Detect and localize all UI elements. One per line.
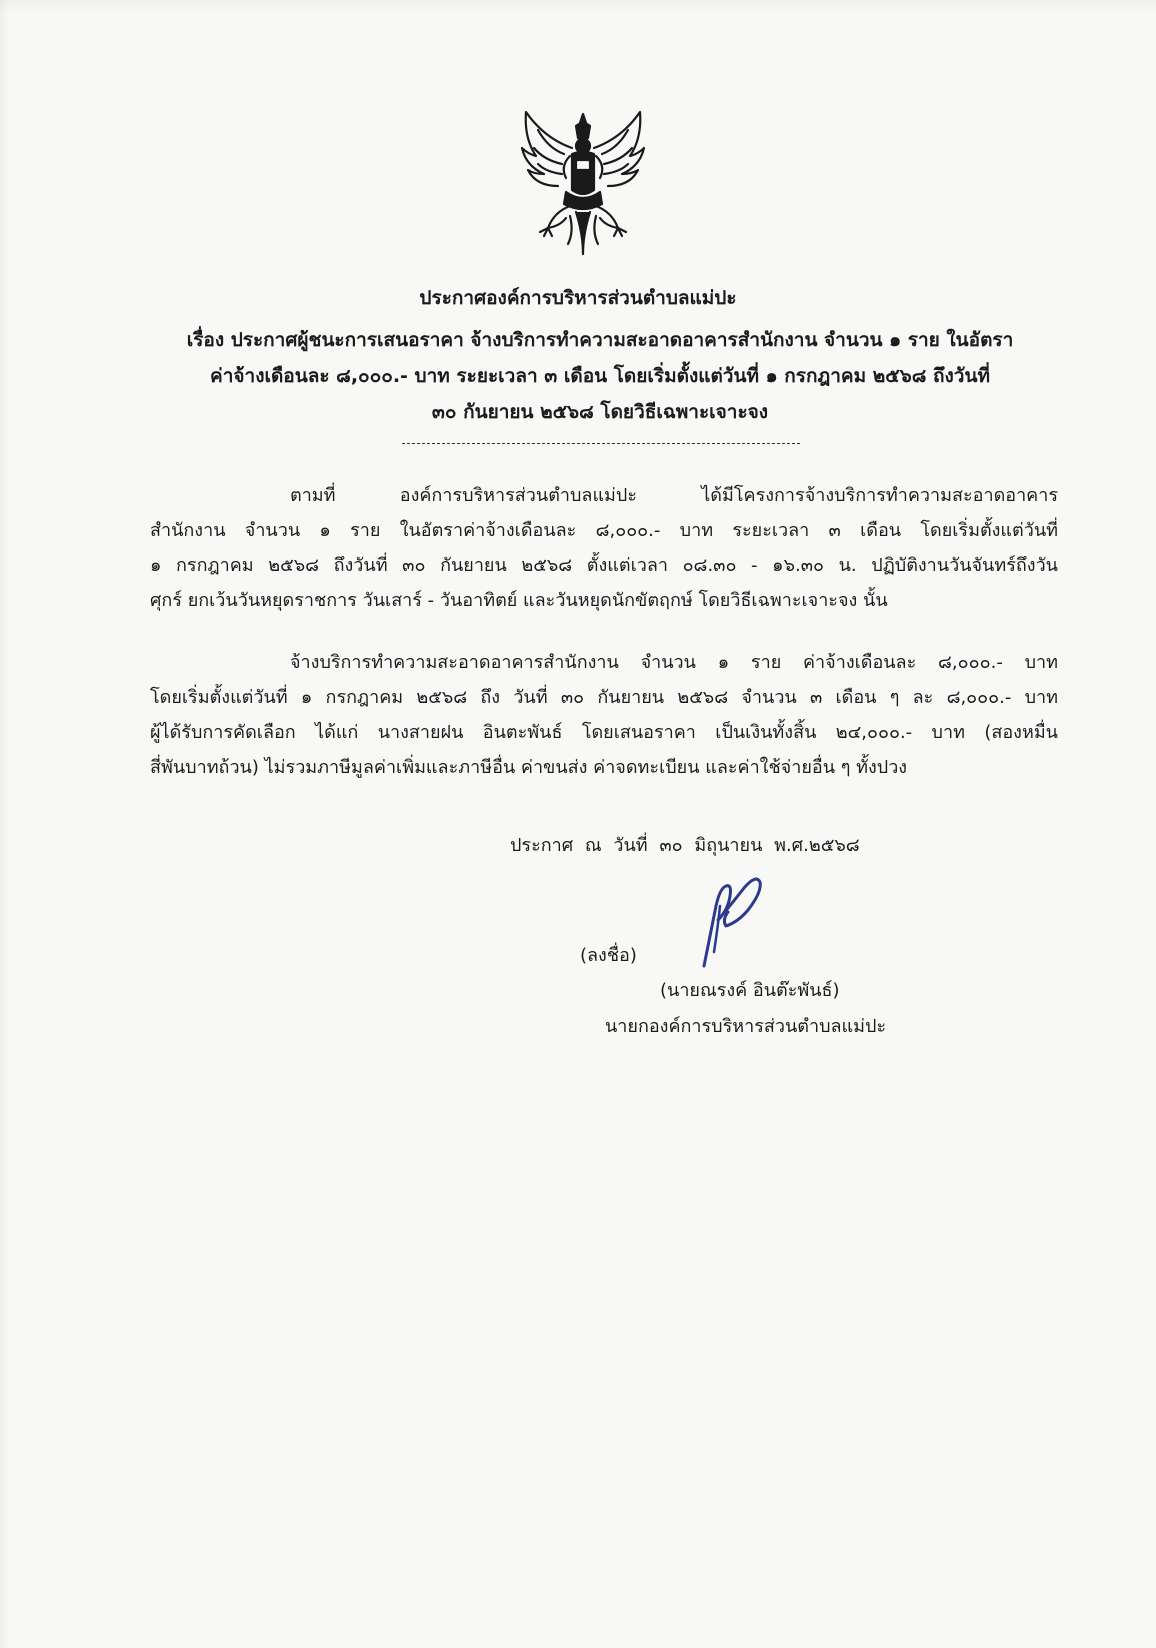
paragraph-line: ศุกร์ ยกเว้นวันหยุดราชการ วันเสาร์ - วันอาทิตย์ และวันหยุดนักขัตฤกษ์ โดยวิธีเฉพาะเจาะจง นั้น: [150, 590, 888, 611]
paragraph-line: สำนักงาน จำนวน ๑ ราย ในอัตราค่าจ้างเดือนละ ๘,๐๐๐.- บาท ระยะเวลา ๓ เดือน โดยเริ่มตั้งแต่วันที่: [150, 520, 1058, 541]
paragraph-line: จ้างบริการทำความสะอาดอาคารสำนักงาน จำนวน ๑ ราย ค่าจ้างเดือนละ ๘,๐๐๐.- บาท: [290, 652, 1058, 673]
signer-position: นายกองค์การบริหารส่วนตำบลแม่ปะ: [605, 1016, 887, 1037]
paragraph-award: [150, 645, 1058, 785]
document-title: ประกาศองค์การบริหารส่วนตำบลแม่ปะ: [419, 287, 737, 309]
dashed-divider: [402, 443, 800, 444]
paragraph-background: [150, 478, 1058, 618]
paragraph-line: ผู้ได้รับการคัดเลือก ได้แก่ นางสายฝน อินตะพันธ์ โดยเสนอราคา เป็นเงินทั้งสิ้น ๒๔,๐๐๐.- บาท (สองหมื่น: [150, 722, 1058, 743]
document-subject: [150, 322, 1050, 430]
signer-name: (นายณรงค์ อินต๊ะพันธ์): [660, 980, 840, 1001]
subject-line: ๓๐ กันยายน ๒๕๖๘ โดยวิธีเฉพาะเจาะจง: [431, 401, 769, 423]
announcement-date: ประกาศ ณ วันที่ ๓๐ มิถุนายน พ.ศ.๒๕๖๘: [510, 835, 860, 856]
paragraph-line: โดยเริ่มตั้งแต่วันที่ ๑ กรกฎาคม ๒๕๖๘ ถึง วันที่ ๓๐ กันยายน ๒๕๖๘ จำนวน ๓ เดือน ๆ ละ ๘,๐๐๐.- บาท: [150, 687, 1058, 708]
paragraph-line: ตามที่ องค์การบริหารส่วนตำบลแม่ปะ ได้มีโครงการจ้างบริการทำความสะอาดอาคาร: [290, 485, 1058, 506]
subject-line: เรื่อง ประกาศผู้ชนะการเสนอราคา จ้างบริการทำความสะอาดอาคารสำนักงาน จำนวน ๑ ราย ในอัตรา: [186, 329, 1014, 351]
subject-line: ค่าจ้างเดือนละ ๘,๐๐๐.- บาท ระยะเวลา ๓ เดือน โดยเริ่มตั้งแต่วันที่ ๑ กรกฎาคม ๒๕๖๘ ถึงวันที่: [210, 365, 990, 387]
garuda-emblem-icon: [514, 108, 652, 258]
sign-label: (ลงชื่อ): [580, 945, 637, 966]
paragraph-line: ๑ กรกฎาคม ๒๕๖๘ ถึงวันที่ ๓๐ กันยายน ๒๕๖๘ ตั้งแต่เวลา ๐๘.๓๐ - ๑๖.๓๐ น. ปฏิบัติงานวันจันทร์ถึงวัน: [150, 555, 1058, 576]
handwritten-signature-icon: [700, 866, 770, 970]
paragraph-line: สี่พันบาทถ้วน) ไม่รวมภาษีมูลค่าเพิ่มและภาษีอื่น ค่าขนส่ง ค่าจดทะเบียน และค่าใช้จ่ายอื่น ๆ ทั้งปวง: [150, 757, 908, 778]
